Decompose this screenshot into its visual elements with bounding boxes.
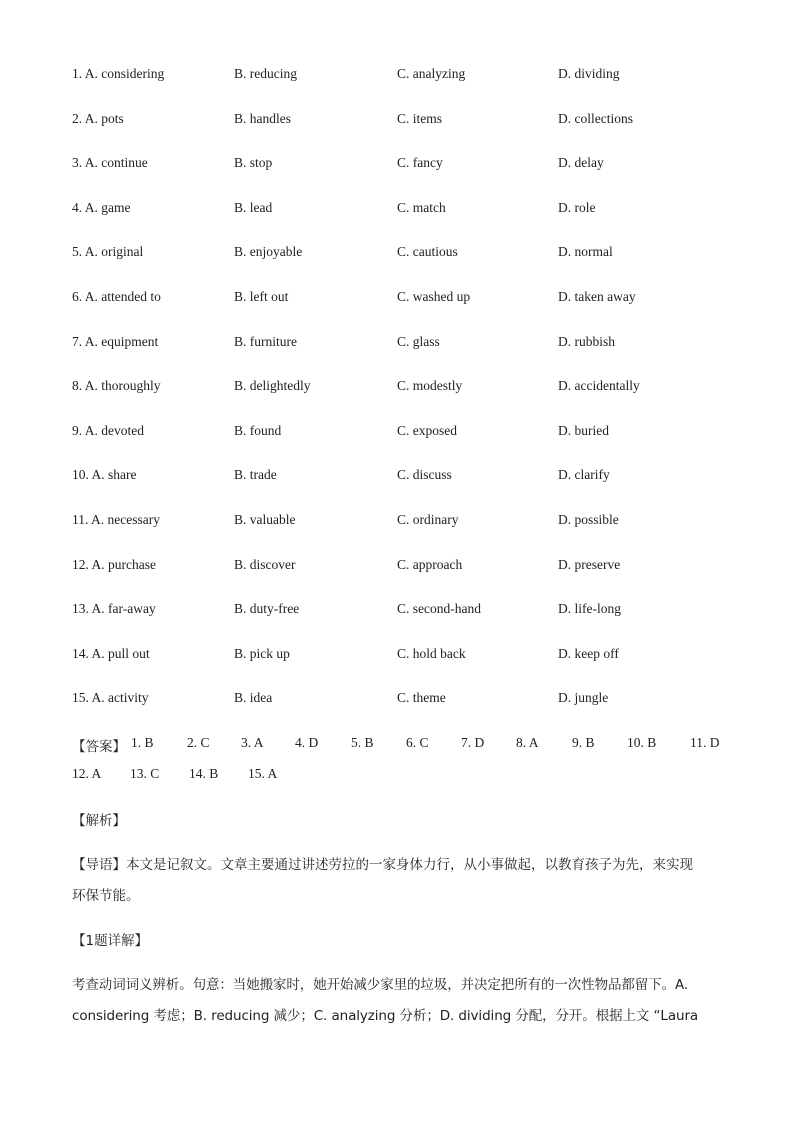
option-d: D. normal [558, 244, 613, 260]
question-row [72, 289, 732, 334]
option-c: C. hold back [397, 645, 466, 661]
option-d: D. possible [558, 511, 619, 527]
question-number: 2. A. [72, 110, 98, 126]
option-c: C. washed up [397, 288, 471, 304]
option-d: D. rubbish [558, 333, 615, 349]
question-row [72, 646, 732, 691]
option-a [72, 289, 161, 305]
option-b: B. reducing [234, 66, 297, 81]
question-number: 11. A. [72, 511, 105, 527]
option-a-text: attended to [101, 288, 161, 304]
question-row [72, 155, 732, 200]
option-d: D. dividing [558, 66, 620, 81]
option-b: B. delightedly [234, 378, 311, 394]
option-b: B. left out [234, 288, 289, 304]
question-number: 9. A. [72, 422, 98, 438]
answer-item: 13. C [130, 766, 160, 781]
answer-key [72, 735, 732, 797]
option-a-text: equipment [101, 333, 159, 349]
option-a-text: pots [101, 110, 124, 126]
option-a-text: considering [101, 66, 165, 81]
option-a-text: original [101, 244, 144, 260]
option-d: D. jungle [558, 690, 609, 706]
question-number: 4. A. [72, 199, 98, 215]
option-a [72, 646, 150, 662]
question-row [72, 111, 732, 156]
question-row [72, 200, 732, 245]
question-row [72, 601, 732, 646]
option-b: B. discover [234, 556, 296, 572]
option-a-text: necessary [107, 511, 160, 527]
answer-line [72, 735, 732, 766]
option-d: D. accidentally [558, 378, 640, 394]
option-c: C. match [397, 199, 446, 215]
answer-item: 7. D [461, 735, 485, 750]
question-row [72, 467, 732, 512]
question-number: 7. A. [72, 333, 98, 349]
answer-item: 15. A [248, 766, 278, 781]
answer-item: 1. B [131, 735, 154, 750]
option-c: C. discuss [397, 467, 452, 483]
answer-item: 14. B [189, 766, 219, 781]
question-number: 14. A. [72, 645, 105, 661]
option-a-text: share [108, 467, 137, 483]
option-d: D. keep off [558, 645, 619, 661]
option-b: B. enjoyable [234, 244, 303, 260]
question-number: 1. A. [72, 66, 98, 81]
option-b: B. lead [234, 199, 273, 215]
question-number: 15. A. [72, 690, 105, 706]
option-c: C. second-hand [397, 601, 481, 617]
question-number: 12. A. [72, 556, 105, 572]
answer-label: 【答案】 [72, 739, 126, 755]
question-number: 5. A. [72, 244, 98, 260]
analysis-heading: 【解析】 [72, 813, 126, 829]
intro-line-2: 环保节能。 [72, 888, 140, 904]
option-a [72, 601, 156, 617]
option-c: C. glass [397, 333, 440, 349]
option-c: C. ordinary [397, 511, 459, 527]
option-d: D. role [558, 199, 596, 215]
option-d: D. life-long [558, 601, 621, 617]
question-number: 3. A. [72, 155, 98, 171]
option-b: B. stop [234, 155, 273, 171]
option-d: D. clarify [558, 467, 610, 483]
option-c: C. approach [397, 556, 463, 572]
option-a [72, 690, 149, 706]
detail-paragraph [72, 970, 732, 1032]
intro-paragraph [72, 850, 732, 912]
option-a-text: pull out [108, 645, 150, 661]
option-b: B. idea [234, 690, 273, 706]
option-a [72, 557, 156, 573]
option-c: C. items [397, 110, 443, 126]
question-number: 13. A. [72, 601, 105, 617]
option-c: C. analyzing [397, 66, 466, 81]
option-a [72, 66, 164, 82]
detail-line-1: 考查动词词义辨析。句意：当她搬家时，她开始减少家里的垃圾，并决定把所有的一次性物品都留下。A. [72, 977, 689, 993]
question-row [72, 244, 732, 289]
option-c: C. modestly [397, 378, 463, 394]
question-number: 8. A. [72, 378, 98, 394]
answer-item: 12. A [72, 766, 102, 781]
option-a [72, 512, 160, 528]
question-row [72, 378, 732, 423]
option-a-text: game [101, 199, 131, 215]
option-b: B. furniture [234, 333, 297, 349]
option-a-text: thoroughly [101, 378, 161, 394]
question-row [72, 690, 732, 735]
option-list [72, 66, 732, 735]
answer-item: 5. B [351, 735, 374, 750]
option-a-text: devoted [101, 422, 145, 438]
option-c: C. fancy [397, 155, 443, 171]
option-a-text: purchase [108, 556, 156, 572]
intro-line-1 [72, 850, 732, 881]
answer-item: 8. A [516, 735, 539, 750]
option-b: B. handles [234, 110, 291, 126]
question-row [72, 423, 732, 468]
option-d: D. collections [558, 110, 633, 126]
option-b: B. valuable [234, 511, 296, 527]
question-row [72, 512, 732, 557]
option-a [72, 111, 124, 127]
question-row [72, 334, 732, 379]
option-b: B. pick up [234, 645, 290, 661]
intro-text: 本文是记叙文。文章主要通过讲述劳拉的一家身体力行，从小事做起，以教育孩子为先，来实现 [126, 857, 693, 873]
answer-item: 4. D [295, 735, 319, 750]
answer-item: 10. B [627, 735, 657, 750]
option-a [72, 467, 137, 483]
intro-label: 【导语】 [72, 857, 126, 873]
option-c: C. cautious [397, 244, 458, 260]
option-a-text: far-away [108, 601, 156, 617]
option-c: C. theme [397, 690, 446, 706]
option-a-text: continue [101, 155, 148, 171]
question-row [72, 66, 732, 111]
option-d: D. taken away [558, 288, 636, 304]
question-number: 10. A. [72, 467, 105, 483]
option-a [72, 378, 161, 394]
answer-item: 9. B [572, 735, 595, 750]
answer-item: 2. C [187, 735, 210, 750]
option-d: D. preserve [558, 556, 621, 572]
option-d: D. buried [558, 422, 609, 438]
question-number: 6. A. [72, 288, 98, 304]
detail-heading: 【1题详解】 [72, 933, 149, 949]
option-a [72, 200, 131, 216]
answer-item: 6. C [406, 735, 429, 750]
option-a [72, 155, 148, 171]
option-a [72, 334, 158, 350]
option-b: B. trade [234, 467, 277, 483]
option-b: B. found [234, 422, 282, 438]
question-row [72, 557, 732, 602]
option-d: D. delay [558, 155, 604, 171]
option-a-text: activity [108, 690, 149, 706]
option-a [72, 423, 144, 439]
option-a [72, 244, 143, 260]
answer-item: 3. A [241, 735, 264, 750]
answer-item: 11. D [690, 735, 720, 750]
option-b: B. duty-free [234, 601, 300, 617]
option-c: C. exposed [397, 422, 457, 438]
detail-line-2: considering 考虑；B. reducing 减少；C. analyzing 分析；D. dividing 分配，分开。根据上文 “Laura [72, 1008, 699, 1024]
answer-line [72, 766, 732, 797]
